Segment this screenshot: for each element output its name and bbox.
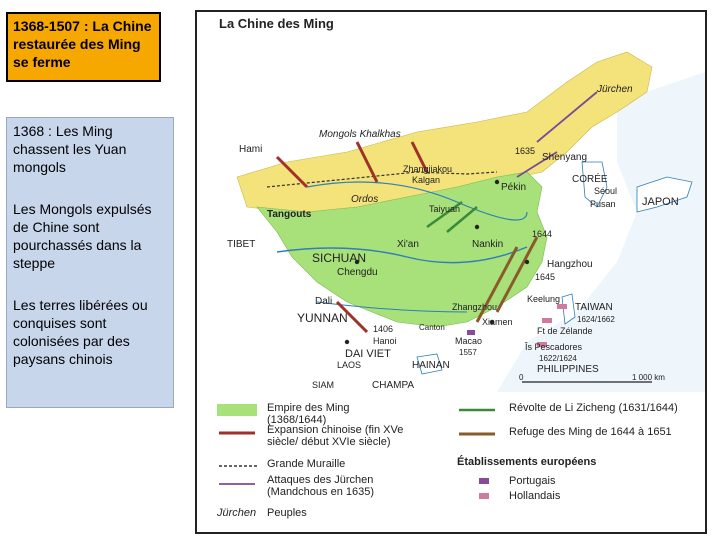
label-siam: SIAM (312, 380, 335, 390)
city-marker (475, 225, 479, 229)
label-1645: 1645 (535, 272, 556, 282)
label-1406: 1406 (373, 324, 394, 334)
legend-expansion-arrow (217, 426, 259, 440)
map-title: La Chine des Ming (219, 16, 334, 31)
label-xiamen: Xiamen (482, 317, 513, 327)
label-hainan: HAINAN (412, 360, 450, 371)
label-taiyuan: Taiyuan (429, 204, 461, 214)
label-canton: Canton (419, 323, 445, 332)
city-marker (525, 260, 529, 264)
label-japon: JAPON (642, 196, 679, 208)
label-laos: LAOS (337, 360, 362, 370)
label-1644: 1644 (532, 229, 553, 239)
label-keelung: Keelung (527, 294, 561, 304)
label-nankin: Nankin (472, 239, 504, 250)
legend-wall: Grande Muraille (267, 458, 346, 470)
city-marker (345, 340, 349, 344)
legend-revolt-arrow (457, 404, 499, 416)
label-ordos: Ordos (351, 194, 379, 205)
label-seoul: Séoul (594, 186, 618, 196)
bullet-item: 1368 : Les Ming chassent les Yuan mongols (13, 123, 127, 175)
label-sichuan: SICHUAN (312, 251, 367, 265)
city-marker (495, 180, 499, 184)
scale-km: 1 000 km (632, 373, 665, 382)
label-xian: Xi'an (397, 239, 419, 250)
label-pekin: Pékin (501, 182, 527, 193)
map-figure (195, 10, 707, 534)
legend-expansion: Expansion chinoise (fin XVe siècle/ début XVIe siècle) (267, 424, 404, 448)
label-champa: CHAMPA (372, 380, 415, 391)
bullet-item: Les terres libérées ou conquises sont colonisées par des paysans chinois (13, 297, 148, 367)
label-hanoi: Hanoi (373, 336, 397, 346)
label-philippines: PHILIPPINES (537, 364, 599, 375)
legend-empire-swatch (217, 404, 257, 416)
label-tangouts: Tangouts (267, 209, 312, 220)
legend-portugais-swatch (479, 478, 489, 484)
legend-peoples-sample: Jürchen (217, 507, 257, 519)
scale-zero: 0 (519, 373, 524, 382)
label-yunnan: YUNNAN (297, 311, 348, 325)
label-chengdu: Chengdu (337, 267, 378, 278)
label-pescadores: Îs Pescadores (525, 342, 583, 352)
legend-euro-title: Établissements européens (457, 456, 597, 468)
label-dali: Dali (315, 296, 333, 307)
legend-jurchen-arrow (217, 478, 259, 490)
label-jurchen: Jürchen (597, 84, 633, 95)
bullet-box (6, 117, 174, 408)
label-taiwan: TAIWAN (575, 302, 613, 313)
legend-portugais: Portugais (509, 475, 556, 487)
map-legend (217, 400, 697, 530)
label-macao: Macao (455, 336, 483, 346)
legend-hollandais-swatch (479, 493, 489, 499)
label-coree: CORÉE (572, 174, 608, 185)
legend-revolt: Révolte de Li Zicheng (1631/1644) (509, 402, 678, 414)
label-tibet: TIBET (227, 239, 256, 250)
legend-refuge-arrow (457, 428, 499, 440)
map-canvas (197, 12, 705, 392)
slide-title: 1368-1507 : La Chine restaurée des Ming se ferme (6, 12, 161, 82)
legend-empire: Empire des Ming (1368/1644) (267, 402, 350, 426)
bullet-item: Les Mongols expulsés de Chine sont pourchassés dans la steppe (13, 201, 152, 271)
label-shenyang: Shenyang (542, 152, 588, 163)
label-pusan: Pusan (590, 199, 616, 209)
legend-peoples: Peuples (267, 507, 307, 519)
label-taiwan-dates: 1624/1662 (577, 315, 615, 324)
label-zhangzhou: Zhangzhou (452, 302, 498, 312)
label-ft-zelande: Ft de Zélande (537, 326, 593, 336)
legend-jurchen-attacks: Attaques des Jürchen (Mandchous en 1635) (267, 474, 375, 498)
legend-wall-line (217, 462, 259, 470)
label-mongols: Mongols Khalkhas (319, 129, 401, 140)
label-zhangjiakou: Zhangjiakou (403, 164, 453, 174)
label-dai-viet: DAI VIET (345, 348, 391, 360)
label-hangzhou: Hangzhou (547, 259, 593, 270)
dutch-marker (542, 318, 552, 323)
label-hami: Hami (239, 144, 263, 155)
label-pescadores-dates: 1622/1624 (539, 354, 577, 363)
label-kalgan: Kalgan (412, 175, 441, 185)
label-macao-date: 1557 (459, 348, 477, 357)
portuguese-marker (467, 330, 475, 335)
dutch-marker (557, 304, 567, 309)
label-1635: 1635 (515, 146, 536, 156)
legend-refuge: Refuge des Ming de 1644 à 1651 (509, 426, 672, 438)
legend-hollandais: Hollandais (509, 490, 561, 502)
